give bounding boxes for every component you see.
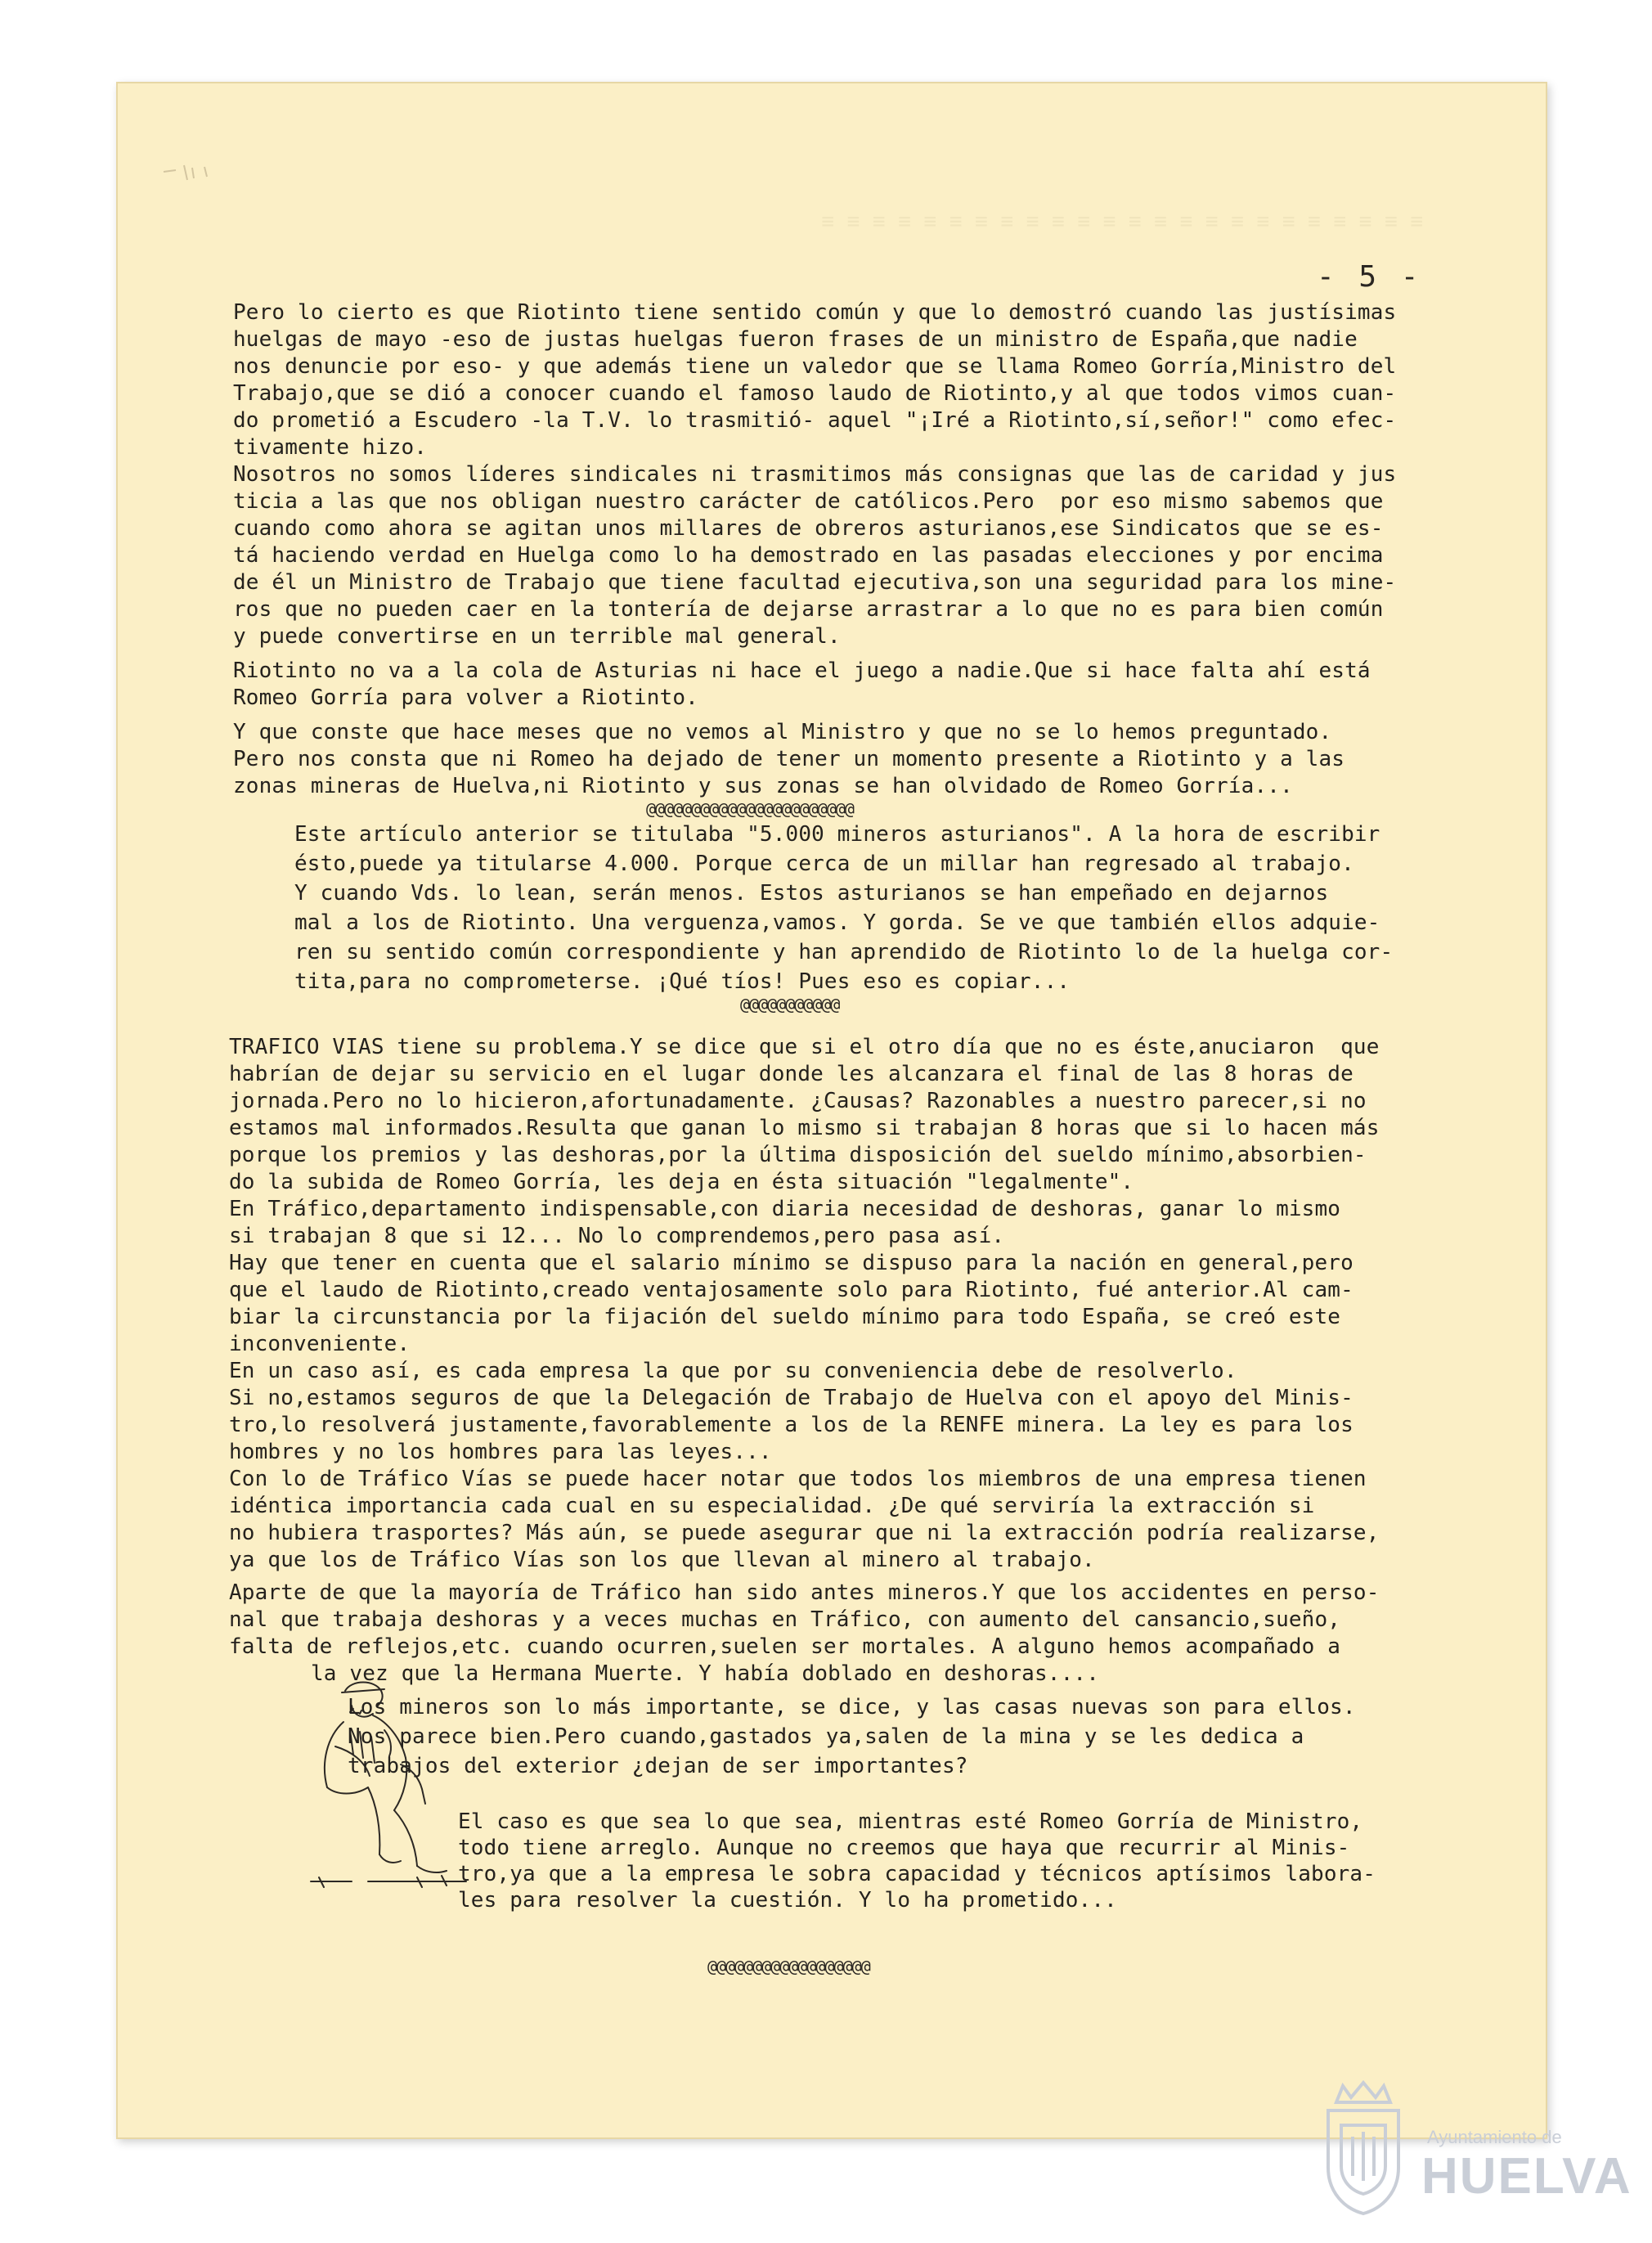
- text-line: Y cuando Vds. lo lean, serán menos. Estos asturianos se han empeñado en dejarnos: [294, 881, 1329, 906]
- text-line: TRAFICO VIAS tiene su problema.Y se dice que si el otro día que no es éste,anuciaron que: [229, 1035, 1380, 1059]
- text-line: Pero lo cierto es que Riotinto tiene sentido común y que lo demostró cuando las justísimas: [233, 300, 1397, 325]
- text-line: Y que conste que hace meses que no vemos al Ministro y que no se lo hemos preguntado.: [233, 720, 1332, 744]
- text-line: estamos mal informados.Resulta que ganan lo mismo si trabajan 8 horas que si lo hacen más: [229, 1116, 1380, 1140]
- separator-at-signs: @@@@@@@@@@@@@@@@@@@@@@@: [646, 799, 854, 819]
- text-line: Nosotros no somos líderes sindicales ni trasmitimos más consignas que las de caridad y jus: [233, 462, 1397, 487]
- text-line: Pero nos consta que ni Romeo ha dejado de tener un momento presente a Riotinto y a las: [233, 747, 1345, 771]
- text-line: Aparte de que la mayoría de Tráfico han sido antes mineros.Y que los accidentes en perso-: [229, 1580, 1380, 1605]
- text-line: tita,para no comprometerse. ¡Qué tíos! Pues eso es copiar...: [294, 969, 1071, 994]
- text-line: zonas mineras de Huelva,ni Riotinto y sus zonas se han olvidado de Romeo Gorría...: [233, 774, 1293, 798]
- text-line: falta de reflejos,etc. cuando ocurren,suelen ser mortales. A alguno hemos acompañado a: [229, 1634, 1341, 1659]
- text-line: Hay que tener en cuenta que el salario mínimo se dispuso para la nación en general,pero: [229, 1251, 1353, 1275]
- text-line: do prometió a Escudero -la T.V. lo trasmitió- aquel "¡Iré a Riotinto,sí,señor!" como efec-: [233, 408, 1397, 433]
- text-line: Trabajo,que se dió a conocer cuando el famoso laudo de Riotinto,y al que todos vimos cuan-: [233, 381, 1397, 406]
- text-line: Con lo de Tráfico Vías se puede hacer notar que todos los miembros de una empresa tienen: [229, 1467, 1367, 1491]
- text-line: Los mineros son lo más importante, se dice, y las casas nuevas son para ellos.: [348, 1695, 1356, 1719]
- text-line: En Tráfico,departamento indispensable,con diaria necesidad de deshoras, ganar lo mismo: [229, 1197, 1341, 1221]
- text-line: Riotinto no va a la cola de Asturias ni hace el juego a nadie.Que si hace falta ahí está: [233, 659, 1371, 683]
- text-line: inconveniente.: [229, 1332, 411, 1356]
- text-line: biar la circunstancia por la fijación del sueldo mínimo para todo España, se creó este: [229, 1305, 1341, 1329]
- text-line: huelgas de mayo -eso de justas huelgas fueron frases de un ministro de España,que nadie: [233, 327, 1358, 352]
- text-line: En un caso así, es cada empresa la que por su conveniencia debe de resolverlo.: [229, 1359, 1237, 1383]
- text-line: nal que trabaja deshoras y a veces muchas en Tráfico, con aumento del cansancio,sueño,: [229, 1607, 1341, 1632]
- text-line: idéntica importancia cada cual en su especialidad. ¿De qué serviría la extracción si: [229, 1494, 1315, 1518]
- text-line: ésto,puede ya titularse 4.000. Porque cerca de un millar han regresado al trabajo.: [294, 852, 1354, 876]
- text-line: ros que no pueden caer en la tontería de dejarse arrastrar a lo que no es para bien común: [233, 597, 1384, 622]
- huelva-coat-of-arms-icon: [1318, 2078, 1408, 2217]
- text-line: Si no,estamos seguros de que la Delegación de Trabajo de Huelva con el apoyo del Minis-: [229, 1386, 1353, 1410]
- text-line: El caso es que sea lo que sea, mientras esté Romeo Gorría de Ministro,: [458, 1809, 1363, 1834]
- text-line: trabajos del exterior ¿dejan de ser importantes?: [348, 1754, 968, 1778]
- text-line: habrían de dejar su servicio en el lugar donde les alcanzara el final de las 8 horas de: [229, 1062, 1353, 1086]
- text-line: tá haciendo verdad en Huelga como lo ha demostrado en las pasadas elecciones y por encima: [233, 543, 1384, 568]
- watermark-line-2: HUELVA: [1421, 2148, 1632, 2205]
- text-line: Nos parece bien.Pero cuando,gastados ya,salen de la mina y se les dedica a: [348, 1724, 1304, 1749]
- text-line: mal a los de Riotinto. Una verguenza,vamos. Y gorda. Se ve que también ellos adquie-: [294, 910, 1380, 935]
- text-line: les para resolver la cuestión. Y lo ha prometido...: [458, 1888, 1117, 1913]
- text-line: si trabajan 8 que si 12... No lo comprendemos,pero pasa así.: [229, 1224, 1005, 1248]
- text-line: tro,ya que a la empresa le sobra capacidad y técnicos aptísimos labora-: [458, 1862, 1376, 1886]
- watermark-line-1: Ayuntamiento de: [1427, 2127, 1562, 2147]
- text-line: Este artículo anterior se titulaba "5.000 mineros asturianos". A la hora de escribir: [294, 822, 1380, 847]
- text-line: nos denuncie por eso- y que además tiene un valedor que se llama Romeo Gorría,Ministro del: [233, 354, 1397, 379]
- text-line: hombres y no los hombres para las leyes...: [229, 1440, 772, 1464]
- separator-at-signs: @@@@@@@@@@@: [740, 995, 840, 1014]
- show-through-text: ≡ ≡ ≡ ≡ ≡ ≡ ≡ ≡ ≡ ≡ ≡ ≡ ≡ ≡ ≡ ≡ ≡ ≡ ≡ ≡ ≡ ≡ ≡ ≡: [821, 209, 1423, 234]
- text-line: ya que los de Tráfico Vías son los que llevan al minero al trabajo.: [229, 1548, 1095, 1572]
- text-line: de él un Ministro de Trabajo que tiene facultad ejecutiva,son una seguridad para los mine-: [233, 570, 1397, 595]
- text-line: todo tiene arreglo. Aunque no creemos que haya que recurrir al Minis-: [458, 1836, 1350, 1860]
- text-line: Romeo Gorría para volver a Riotinto.: [233, 685, 698, 710]
- text-line: no hubiera trasportes? Más aún, se puede asegurar que ni la extracción podría realizarse,: [229, 1521, 1380, 1545]
- text-line: jornada.Pero no lo hicieron,afortunadamente. ¿Causas? Razonables a nuestro parecer,si no: [229, 1089, 1367, 1113]
- paper-scuff-mark: [159, 155, 233, 188]
- text-line: y puede convertirse en un terrible mal general.: [233, 624, 841, 649]
- text-line: ren su sentido común correspondiente y han aprendido de Riotinto lo de la huelga cor-: [294, 940, 1394, 964]
- text-line: do la subida de Romeo Gorría, les deja en ésta situación "legalmente".: [229, 1170, 1134, 1194]
- page-number: - 5 -: [1317, 260, 1422, 294]
- text-line: que el laudo de Riotinto,creado ventajosamente solo para Riotinto, fué anterior.Al cam-: [229, 1278, 1353, 1302]
- text-line: tro,lo resolverá justamente,favorablemente a los de la RENFE minera. La ley es para los: [229, 1413, 1353, 1437]
- text-line: tivamente hizo.: [233, 435, 428, 460]
- text-line: cuando como ahora se agitan unos millares de obreros asturianos,ese Sindicatos que se es-: [233, 516, 1384, 541]
- text-line: porque los premios y las deshoras,por la última disposición del sueldo mínimo,absorbien-: [229, 1143, 1367, 1167]
- text-line: la vez que la Hermana Muerte. Y había doblado en deshoras....: [311, 1661, 1100, 1686]
- text-line: ticia a las que nos obligan nuestro carácter de católicos.Pero por eso mismo sabemos que: [233, 489, 1384, 514]
- separator-at-signs: @@@@@@@@@@@@@@@@@@: [707, 1957, 870, 1976]
